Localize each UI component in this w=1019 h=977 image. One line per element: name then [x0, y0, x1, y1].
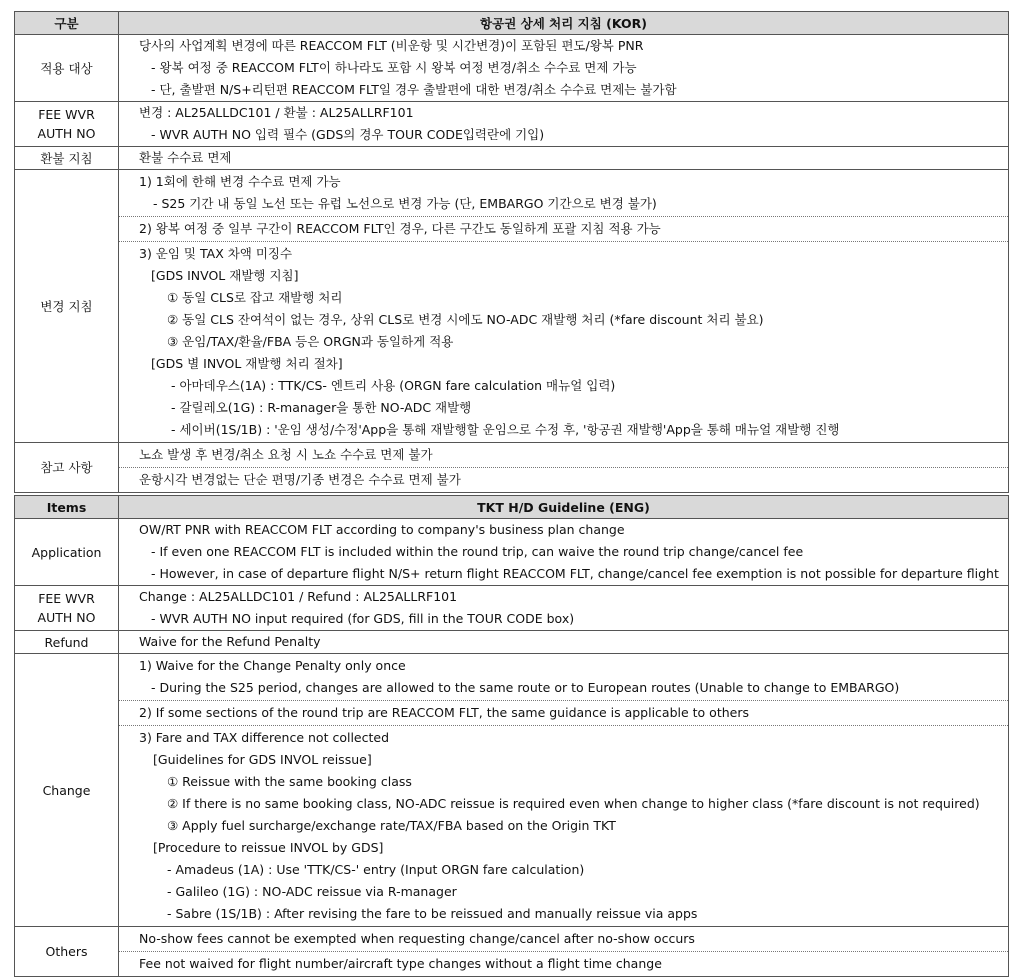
content-line: - 단, 출발편 N/S+리턴편 REACCOM FLT일 경우 출발편에 대한 변경/취소 수수료 면제는 불가함 [151, 82, 677, 97]
content-line: - WVR AUTH NO input required (for GDS, fill in the TOUR CODE box) [151, 611, 575, 626]
content-line: - Sabre (1S/1B) : After revising the fare to be reissued and manually reissue via apps [167, 906, 698, 921]
table-row [15, 927, 1008, 976]
content-line: - 갈릴레오(1G) : R-manager을 통한 NO-ADC 재발행 [171, 400, 472, 415]
row-label: Change [15, 654, 119, 926]
table-row [15, 586, 1008, 631]
content-line: ③ Apply fuel surcharge/exchange rate/TAX/FBA based on the Origin TKT [167, 818, 616, 833]
content-section [119, 726, 1008, 926]
row-label: Others [15, 927, 119, 976]
kor-guideline-table [14, 11, 1009, 493]
content-line: - S25 기간 내 동일 노선 또는 유럽 노선으로 변경 가능 (단, EMBARGO 기간으로 변경 불가) [153, 196, 657, 211]
content-section [119, 468, 1008, 492]
content-line: 당사의 사업계획 변경에 따른 REACCOM FLT (비운항 및 시간변경)이 포함된 편도/왕복 PNR [139, 38, 644, 53]
row-label: 환불 지침 [15, 147, 119, 169]
content-line: ③ 운임/TAX/환율/FBA 등은 ORGN과 동일하게 적용 [167, 334, 454, 349]
row-label: 적용 대상 [15, 35, 119, 101]
content-line: - 아마데우스(1A) : TTK/CS- 엔트리 사용 (ORGN fare calculation 매뉴얼 입력) [171, 378, 616, 393]
table-header [15, 12, 1008, 35]
content-line: - If even one REACCOM FLT is included within the round trip, can waive the round trip change/cancel fee [151, 544, 804, 559]
content-section [119, 952, 1008, 976]
row-label: Application [15, 519, 119, 585]
table-row [15, 147, 1008, 170]
table-row [15, 631, 1008, 654]
table-row [15, 443, 1008, 492]
content-line: - Galileo (1G) : NO-ADC reissue via R-manager [167, 884, 457, 899]
row-label: FEE WVR AUTH NO [15, 102, 119, 146]
header-title: TKT H/D Guideline (ENG) [477, 499, 650, 515]
table-row [15, 102, 1008, 147]
content-line: - 세이버(1S/1B) : '운임 생성/수정'App을 통해 재발행할 운임으로 수정 후, '항공권 재발행'App을 통해 매뉴얼 재발행 진행 [171, 422, 840, 437]
content-line: No-show fees cannot be exempted when requesting change/cancel after no-show occurs [139, 931, 695, 946]
content-line: 3) 운임 및 TAX 차액 미징수 [139, 246, 293, 261]
content-section [119, 242, 1008, 442]
content-line: [Guidelines for GDS INVOL reissue] [153, 752, 372, 767]
content-line: 1) 1회에 한해 변경 수수료 면제 가능 [139, 174, 341, 189]
content-line: ① Reissue with the same booking class [167, 774, 412, 789]
row-label: 참고 사항 [15, 443, 119, 492]
content-section [119, 217, 1008, 242]
content-section [119, 443, 1008, 468]
table-row [15, 519, 1008, 586]
table-row [15, 654, 1008, 927]
table-header [15, 496, 1008, 519]
content-section [119, 927, 1008, 952]
content-section [119, 654, 1008, 701]
header-category: Items [15, 496, 119, 518]
content-line: ② 동일 CLS 잔여석이 없는 경우, 상위 CLS로 변경 시에도 NO-ADC 재발행 처리 (*fare discount 처리 불요) [167, 312, 764, 327]
content-line: - Amadeus (1A) : Use 'TTK/CS-' entry (Input ORGN fare calculation) [167, 862, 585, 877]
content-line: [GDS 별 INVOL 재발행 처리 절차] [151, 356, 343, 371]
content-line: - WVR AUTH NO 입력 필수 (GDS의 경우 TOUR CODE입력란에 기입) [151, 127, 545, 142]
header-title: 항공권 상세 처리 지침 (KOR) [480, 16, 647, 31]
content-line: [Procedure to reissue INVOL by GDS] [153, 840, 384, 855]
content-line: OW/RT PNR with REACCOM FLT according to company's business plan change [139, 522, 625, 537]
content-line: ① 동일 CLS로 잡고 재발행 처리 [167, 290, 343, 305]
content-line: 3) Fare and TAX difference not collected [139, 730, 389, 745]
row-label: 변경 지침 [15, 170, 119, 442]
table-row [15, 35, 1008, 102]
eng-guideline-table [14, 495, 1009, 977]
content-section [119, 170, 1008, 217]
content-line: 2) If some sections of the round trip are REACCOM FLT, the same guidance is applicable to others [139, 705, 749, 720]
content-line: 노쇼 발생 후 변경/취소 요청 시 노쇼 수수료 면제 불가 [139, 447, 433, 462]
row-label: FEE WVR AUTH NO [15, 586, 119, 630]
header-category: 구분 [15, 12, 119, 34]
content-line: Change : AL25ALLDC101 / Refund : AL25ALLRF101 [139, 589, 458, 604]
content-line: Waive for the Refund Penalty [139, 634, 321, 649]
content-section [119, 701, 1008, 726]
content-line: 변경 : AL25ALLDC101 / 환불 : AL25ALLRF101 [139, 105, 414, 120]
table-row [15, 170, 1008, 443]
row-label: Refund [15, 631, 119, 653]
content-line: 환불 수수료 면제 [139, 150, 232, 165]
content-line: - 왕복 여정 중 REACCOM FLT이 하나라도 포함 시 왕복 여정 변경/취소 수수료 면제 가능 [151, 60, 637, 75]
content-line: 운항시각 변경없는 단순 편명/기종 변경은 수수료 면제 불가 [139, 472, 461, 487]
content-line: - During the S25 period, changes are allowed to the same route or to European routes (Unable to change to EMBARGO) [151, 680, 900, 695]
content-line: - However, in case of departure flight N/S+ return flight REACCOM FLT, change/cancel fee exemption is not possible for departure flight [151, 566, 999, 581]
content-line: [GDS INVOL 재발행 지침] [151, 268, 299, 283]
content-line: Fee not waived for flight number/aircraft type changes without a flight time change [139, 956, 662, 971]
content-line: 2) 왕복 여정 중 일부 구간이 REACCOM FLT인 경우, 다른 구간도 동일하게 포괄 지침 적용 가능 [139, 221, 661, 236]
content-line: 1) Waive for the Change Penalty only once [139, 658, 406, 673]
content-line: ② If there is no same booking class, NO-ADC reissue is required even when change to higher class (*fare discount is not required) [167, 796, 980, 811]
